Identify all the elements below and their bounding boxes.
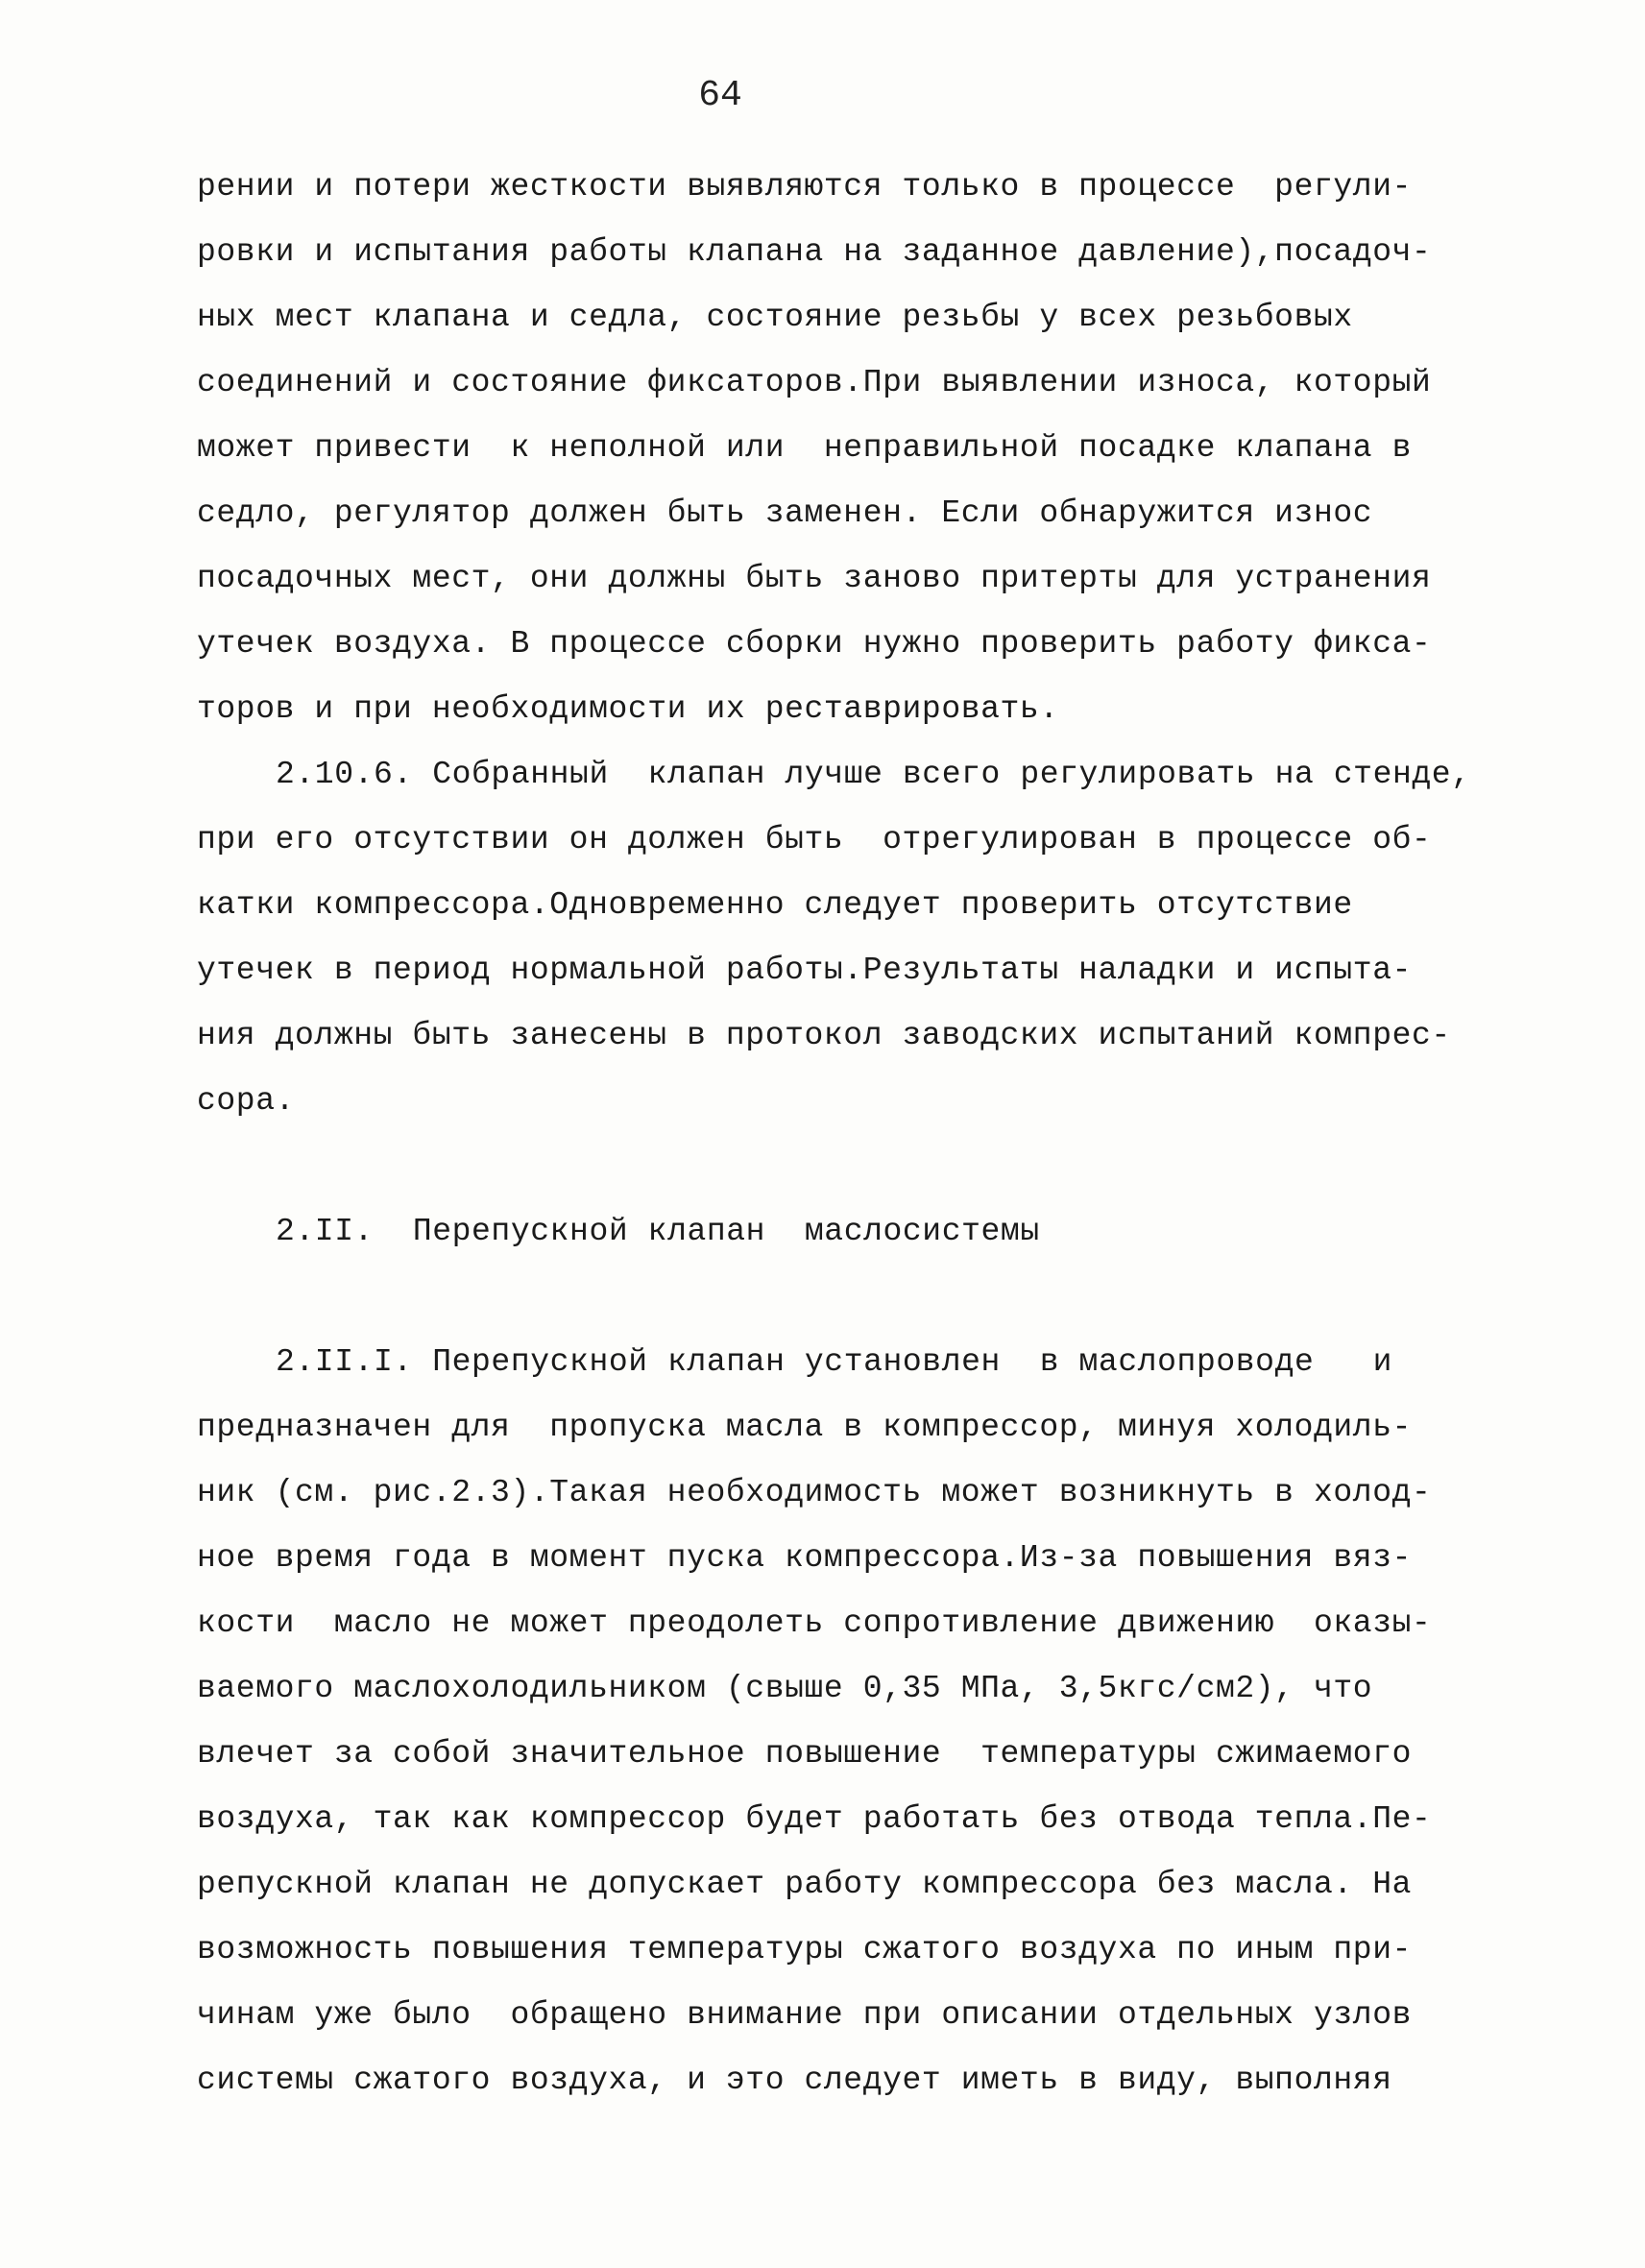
text-line: катки компрессора.Одновременно следует проверить отсутствие [197,887,1353,923]
text-line: влечет за собой значительное повышение температуры сжимаемого [197,1736,1412,1772]
text-line: соединений и состояние фиксаторов.При выявлении износа, который [197,365,1432,400]
text-line: возможность повышения температуры сжатого воздуха по иным при- [197,1932,1412,1967]
blank-line [197,1134,1474,1199]
document-body [197,155,1474,2113]
blank-line [197,1265,1474,1330]
text-line: 2.II.I. Перепускной клапан установлен в маслопроводе и [276,1344,1392,1380]
text-line: 2.II. Перепускной клапан маслосистемы [276,1214,1040,1249]
text-line: ния должны быть занесены в протокол заводских испытаний компрес- [197,1018,1451,1053]
text-line: торов и при необходимости их реставрировать. [197,691,1059,727]
text-line: ровки и испытания работы клапана на заданное давление),посадоч- [197,234,1432,270]
text-line: утечек в период нормальной работы.Результаты наладки и испыта- [197,953,1412,988]
text-line: системы сжатого воздуха, и это следует иметь в виду, выполняя [197,2063,1392,2098]
text-line: ваемого маслохолодильником (свыше 0,35 МПа, 3,5кгс/см2), что [197,1671,1373,1706]
text-line: утечек воздуха. В процессе сборки нужно проверить работу фикса- [197,626,1432,662]
text-line: ных мест клапана и седла, состояние резьбы у всех резьбовых [197,300,1353,335]
text-line: посадочных мест, они должны быть заново притерты для устранения [197,561,1432,596]
text-line: воздуха, так как компрессор будет работать без отвода тепла.Пе- [197,1801,1432,1837]
text-line: сора. [197,1083,296,1119]
text-line: может привести к неполной или неправильной посадке клапана в [197,430,1412,466]
text-line: рении и потери жесткости выявляются только в процессе регули- [197,169,1412,205]
text-line: ник (см. рис.2.3).Такая необходимость может возникнуть в холод- [197,1475,1432,1510]
text-line: ное время года в момент пуска компрессора.Из-за повышения вяз- [197,1540,1412,1576]
page-number: 64 [698,75,742,116]
text-line: предназначен для пропуска масла в компрессор, минуя холодиль- [197,1410,1412,1445]
text-line: седло, регулятор должен быть заменен. Если обнаружится износ [197,495,1373,531]
text-line: при его отсутствии он должен быть отрегулирован в процессе об- [197,822,1432,857]
text-line: кости масло не может преодолеть сопротивление движению оказы- [197,1605,1432,1641]
text-line: 2.10.6. Собранный клапан лучше всего регулировать на стенде, [276,757,1471,792]
text-line: репускной клапан не допускает работу компрессора без масла. На [197,1867,1412,1902]
text-line: чинам уже было обращено внимание при описании отдельных узлов [197,1997,1412,2033]
